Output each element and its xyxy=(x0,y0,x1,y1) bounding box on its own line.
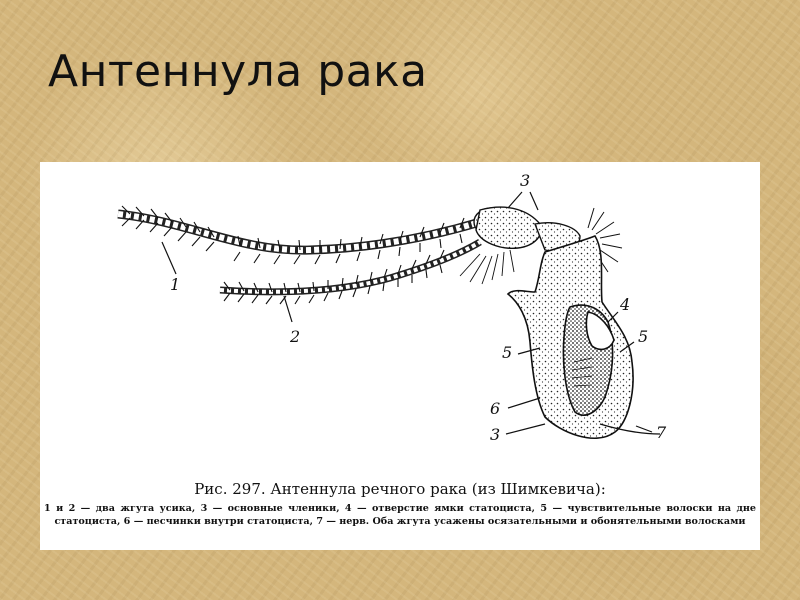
flagellum-upper xyxy=(118,206,480,264)
label-2: 2 xyxy=(290,327,301,346)
label-5-right: 5 xyxy=(638,327,649,346)
antennule-drawing xyxy=(40,162,760,472)
label-5-left: 5 xyxy=(502,343,513,362)
label-3-top: 3 xyxy=(520,171,531,190)
slide-title: Антеннула рака xyxy=(48,46,428,97)
figure-panel xyxy=(40,162,760,550)
label-6: 6 xyxy=(490,399,501,418)
label-1: 1 xyxy=(170,275,181,294)
label-3-bottom: 3 xyxy=(490,425,501,444)
figure-caption-title: Рис. 297. Антеннула речного рака (из Шимкевича): xyxy=(194,480,606,498)
label-4: 4 xyxy=(620,295,631,314)
figure-caption-body: 1 и 2 — два жгута усика, 3 — основные членики, 4 — отверстие ямки статоциста, 5 — чувствительные волоски на дне статоциста, 6 — песчинки внутри статоциста, 7 — нерв. Оба жгута усажены осязательными и обонятельными волосками xyxy=(44,503,756,527)
label-7: 7 xyxy=(656,423,667,442)
